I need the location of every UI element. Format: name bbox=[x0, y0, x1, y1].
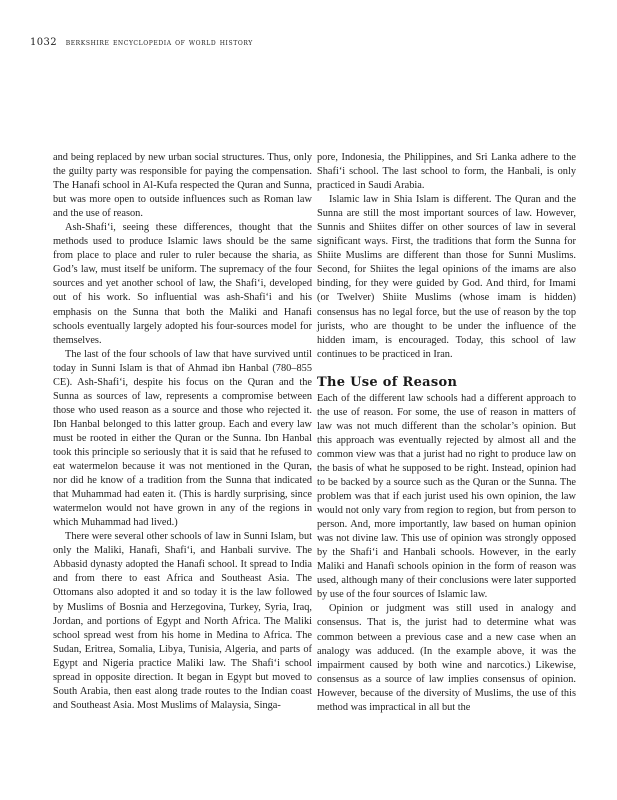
paragraph: There were several other schools of law in Sunni Islam, but only the Maliki, Hanafi, Shafi‘i, and Hanbali survive. The Abbasid dynasty adopted the Hanafi school. It spread to India and from there to east Africa and Southeast Asia. The Ottomans also adopted it and so today it is the law followed by Muslims of Bosnia and Herzegovina, Turkey, Syria, Iraq, Jordan, and portions of Egypt and North Africa. The Maliki school spread west from his home in Medina to Africa. The Sudan, Eritrea, Somalia, Libya, Tunisia, Algeria, and parts of Egypt and Nigeria practice Maliki law. The Shafi‘i school spread in opposite direction. It began in Egypt but moved to South Arabia, then east along trade routes to the Indian coast and Southeast Asia. Most Muslims of Malaysia, Singa- bbox=[53, 531, 312, 711]
paragraph: Islamic law in Shia Islam is different. The Quran and the Sunna are still the most important sources of law. However, Sunnis and Shiites differ on other sources of law in several significant ways. First, the traditions that form the Sunna for Shiite Muslims are different than those for Sunni Muslims. Second, for Shiites the legal opinions of the imams are also binding, for they were guided by God. And third, for Imami (or Twelver) Shiite Muslims (whose imam is hidden) consensus has no legal force, but the use of reason by the top jurists, who are thought to be under the influence of the hidden imam, is encouraged. Today, this school of law continues to be practiced in Iran. bbox=[317, 194, 576, 360]
paragraph: Opinion or judgment was still used in analogy and consensus. That is, the jurist had to determine what was common between a previous case and a new case when an analogy was adduced. (In the example above, it was the impairment caused by both wine and narcotics.) Likewise, consensus as a source of law implies consensus of opinion. However, because of the diversity of Muslims, the use of this method was impractical in all but the bbox=[317, 603, 576, 713]
paragraph: and being replaced by new urban social structures. Thus, only the guilty party was responsible for paying the compensation. The Hanafi school in Al-Kufa respected the Quran and Sunna, but was more open to outside influences such as Roman law and the use of reason. bbox=[53, 152, 312, 220]
paragraph: The last of the four schools of law that have survived until today in Sunni Islam is that of Ahmad ibn Hanbal (780–855 CE). Ash-Shafi‘i, despite his focus on the Quran and the Sunna as sources of law, represents a compromise between those who used reason as a source and those who rejected it. Ibn Hanbal belonged to this latter group. Each and every law must be rooted in either the Quran or the Sunna. Ibn Hanbal took this principle so seriously that it is said that he refused to eat watermelon because it was not mentioned in the Quran, nor did he know of a tradition from the Sunna that indicated that Muhammad had eaten it. (This is hardly surprising, since watermelon would not have grown in any of the regions in which Muhammad had lived.) bbox=[53, 348, 312, 529]
publication-title: berkshire encyclopedia of world history bbox=[65, 38, 253, 48]
right-column bbox=[317, 151, 576, 715]
left-column bbox=[53, 151, 312, 713]
running-header bbox=[30, 37, 590, 48]
section-heading: The Use of Reason bbox=[317, 374, 458, 390]
paragraph: Ash-Shafi‘i, seeing these differences, thought that the methods used to produce Islamic laws should be the same from place to place and ruler to ruler because the sharia, as God’s law, must itself be uniform. The supremacy of the four sources and yet another school of law, the Shafi‘i, developed out of his work. So influential was ash-Shafi‘i and his emphasis on the Sunna that both the Maliki and Hanafi schools eventually largely adopted his four-sources model for themselves. bbox=[53, 222, 312, 346]
paragraph: pore, Indonesia, the Philippines, and Sri Lanka adhere to the Shafi‘i school. The last school to form, the Hanbali, is only practiced in Saudi Arabia. bbox=[317, 152, 576, 192]
page-number: 1032 bbox=[30, 37, 58, 48]
paragraph: Each of the different law schools had a different approach to the use of reason. For some, the use of reason in matters of law was not much different than the scholar’s opinion. But this approach was eventually rejected by almost all and the common view was that a jurist had no right to produce law on the basis of what he supposed to be right. Instead, opinion had to be backed by a source such as the Quran or the Sunna. The problem was that if each jurist used his own opinion, the law would not only vary from region to region, but from person to person. And, more importantly, law based on human opinion was not divine law. This use of opinion was strongly opposed by the Shafi‘i and Hanbali schools. However, in the early Maliki and Hanafi schools opinion in the form of reason was used, although many of their conclusions were later supported by use of the four sources of Islamic law. bbox=[317, 392, 576, 601]
